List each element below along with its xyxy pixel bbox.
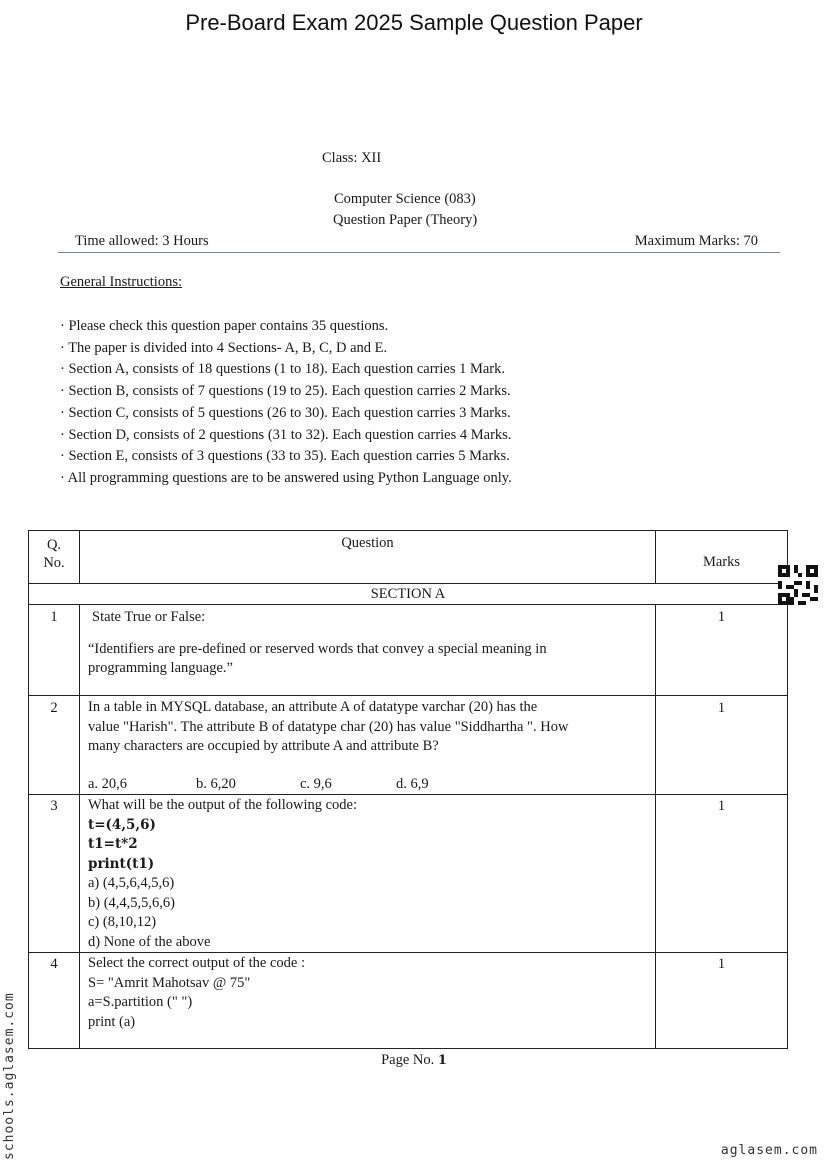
header-question: Question: [80, 531, 656, 584]
header-divider: [58, 252, 780, 253]
question-marks: 1: [656, 795, 788, 953]
paper-type: Question Paper (Theory): [333, 212, 478, 228]
question-number: 1: [29, 605, 80, 696]
qr-code-icon: [778, 565, 818, 605]
question-line: value "Harish". The attribute B of datatype char (20) has value "Siddhartha ". How: [88, 718, 569, 735]
question-cell: [80, 696, 656, 795]
document-banner-title: Pre-Board Exam 2025 Sample Question Paper: [185, 10, 643, 35]
header-qno-line2: No.: [43, 555, 65, 571]
class-label: Class: XII: [322, 150, 382, 166]
question-line: What will be the output of the following code:: [88, 797, 357, 813]
option-b: b) (4,4,5,5,6,6): [88, 894, 175, 911]
option-b: b. 6,20: [196, 775, 236, 792]
question-line: programming language.”: [88, 660, 233, 676]
vertical-watermark: schools.aglasem.com: [2, 992, 17, 1160]
code-line: a=S.partition (" "): [88, 994, 193, 1010]
option-c: c. 9,6: [300, 775, 332, 792]
code-line: t=(4,5,6): [88, 816, 156, 833]
page-number: 1: [437, 1053, 447, 1068]
table-row: [29, 953, 788, 1049]
page-number-line: [0, 1052, 828, 1069]
question-line: Select the correct output of the code :: [88, 955, 306, 971]
option-d: d) None of the above: [88, 933, 211, 950]
table-row: [29, 696, 788, 795]
code-line: S= "Amrit Mahotsav @ 75": [88, 974, 251, 991]
question-marks: 1: [656, 696, 788, 795]
code-line: print(t1): [88, 855, 155, 872]
header-marks: Marks: [656, 531, 788, 584]
table-row: [29, 795, 788, 953]
question-marks: 1: [656, 953, 788, 1049]
section-a-heading: SECTION A: [29, 584, 788, 605]
table-header-row: [29, 531, 788, 584]
header-qno-line1: Q.: [46, 537, 62, 553]
instruction-item: · Section A, consists of 18 questions (1 to 18). Each question carries 1 Mark.: [60, 361, 505, 378]
question-cell: [80, 795, 656, 953]
option-d: d. 6,9: [396, 775, 429, 792]
question-number: 2: [29, 696, 80, 795]
table-row: [29, 605, 788, 696]
question-line: State True or False:: [92, 609, 206, 625]
question-line: many characters are occupied by attribute A and attribute B?: [88, 738, 439, 754]
instructions-list: [60, 316, 512, 490]
options-line: [80, 757, 655, 795]
instruction-item: · All programming questions are to be answered using Python Language only.: [60, 469, 512, 486]
question-line: In a table in MYSQL database, an attribute A of datatype varchar (20) has the: [88, 699, 538, 715]
code-line: print (a): [88, 1013, 136, 1030]
instruction-item: · Please check this question paper contains 35 questions.: [60, 318, 389, 334]
page-label: Page No.: [381, 1052, 435, 1068]
section-row: [29, 584, 788, 605]
instruction-item: · Section C, consists of 5 questions (26 to 30). Each question carries 3 Marks.: [60, 404, 511, 421]
question-number: 3: [29, 795, 80, 953]
header-qno: [29, 531, 80, 584]
instruction-item: · Section D, consists of 2 questions (31 to 32). Each question carries 4 Marks.: [60, 426, 512, 443]
instructions-title: General Instructions:: [60, 274, 183, 290]
option-a: a. 20,6: [88, 775, 128, 792]
question-marks: 1: [656, 605, 788, 696]
question-table: [28, 530, 788, 1049]
time-allowed: Time allowed: 3 Hours: [75, 233, 209, 249]
instruction-item: · The paper is divided into 4 Sections- A, B, C, D and E.: [60, 339, 388, 356]
instruction-item: · Section B, consists of 7 questions (19 to 25). Each question carries 2 Marks.: [60, 383, 511, 400]
option-a: a) (4,5,6,4,5,6): [88, 875, 175, 891]
subject-title: Computer Science (083): [334, 191, 476, 207]
question-cell: [80, 953, 656, 1049]
question-line: “Identifiers are pre-defined or reserved words that convey a special meaning in: [88, 640, 547, 657]
site-watermark: aglasem.com: [720, 1143, 818, 1158]
maximum-marks: Maximum Marks: 70: [634, 233, 758, 249]
question-cell: [80, 605, 656, 696]
question-number: 4: [29, 953, 80, 1049]
option-c: c) (8,10,12): [88, 914, 157, 930]
instruction-item: · Section E, consists of 3 questions (33 to 35). Each question carries 5 Marks.: [60, 448, 510, 465]
code-line: t1=t*2: [88, 836, 138, 852]
